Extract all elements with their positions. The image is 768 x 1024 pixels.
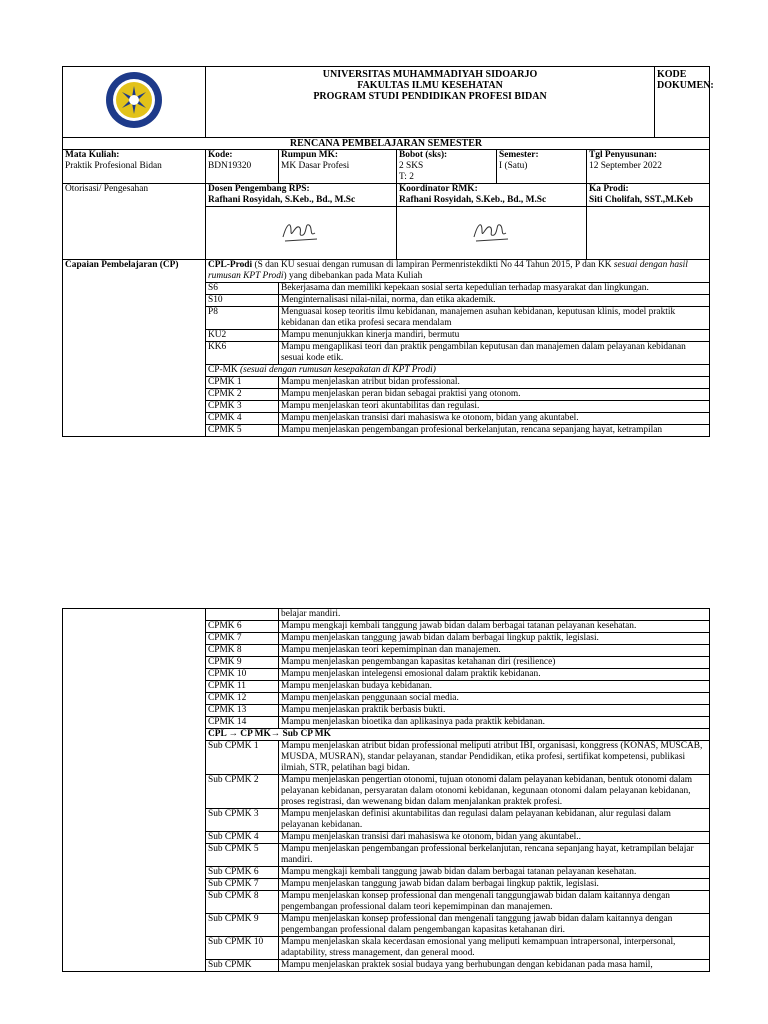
cpl-code: S6 — [206, 283, 279, 295]
cpmk-code: CPMK 13 — [206, 705, 279, 717]
bobot-cell — [397, 150, 497, 184]
sub-cpmk-text: Mampu mengkaji kembali tanggung jawab bidan dalam berbagai tatanan pelayanan kesehatan. — [279, 867, 710, 879]
coordinator-name: Rafhani Rosyidah, S.Keb., Bd., M.Sc — [399, 195, 547, 205]
sub-cpmk-code: Sub CPMK 9 — [206, 914, 279, 937]
code-value: BDN19320 — [208, 161, 252, 171]
sub-cpmk-code: Sub CPMK 4 — [206, 832, 279, 844]
authorization-label: Otorisasi/ Pengesahan — [63, 184, 206, 260]
sub-cpmk-code: Sub CPMK 8 — [206, 891, 279, 914]
cpmk-code: CPMK 7 — [206, 633, 279, 645]
cpmk-text: Mampu menjelaskan intelegensi emosional dalam praktik kebidanan. — [279, 669, 710, 681]
cpl-text: Menguasai kosep teoritis ilmu kebidanan, manajemen asuhan kebidanan, keputusan klinis, model praktik kebidanan dan etika profesi secara mendalam — [279, 307, 710, 330]
cpmk-text: Mampu menjelaskan tanggung jawab bidan dalam berbagai lingkup paktik, legislasi. — [279, 633, 710, 645]
cpmk-code: CPMK 3 — [206, 401, 279, 413]
program-name: PROGRAM STUDI PENDIDIKAN PROFESI BIDAN — [313, 91, 547, 102]
sub-cpmk-text: Mampu menjelaskan tanggung jawab bidan dalam berbagai lingkup paktik, legislasi. — [279, 879, 710, 891]
sub-cpmk-code: Sub CPMK — [206, 960, 279, 972]
developer-signature — [206, 207, 397, 260]
cpmk-text: Mampu menjelaskan teori kepemimpinan dan manajemen. — [279, 645, 710, 657]
cpl-code: KU2 — [206, 330, 279, 342]
cp-label: Capaian Pembelajaran (CP) — [63, 260, 206, 437]
date-value: 12 September 2022 — [589, 161, 662, 171]
document-title: RENCANA PEMBELAJARAN SEMESTER — [63, 138, 710, 150]
cpmk-code: CPMK 8 — [206, 645, 279, 657]
doc-code-label: KODE DOKUMEN: — [655, 67, 710, 138]
cpmk-text: Mampu menjelaskan pengembangan profesional berkelanjutan, rencana sepanjang hayat, ketrampilan — [279, 425, 710, 437]
cpmk-text: Mampu menjelaskan peran bidan sebagai praktisi yang otonom. — [279, 389, 710, 401]
cpmk-heading-text: CP-MK — [208, 365, 238, 375]
head-of-program-cell — [587, 184, 710, 207]
cpmk-code: CPMK 11 — [206, 681, 279, 693]
head-of-program-label: Ka Prodi: — [589, 184, 629, 194]
cpmk-text: Mampu menjelaskan budaya kebidanan. — [279, 681, 710, 693]
cpl-code: S10 — [206, 295, 279, 307]
cpmk-code: CPMK 1 — [206, 377, 279, 389]
date-cell — [587, 150, 710, 184]
cpl-text: Menginternalisasi nilai-nilai, norma, dan etika akademik. — [279, 295, 710, 307]
coordinator-label: Koordinator RMK: — [399, 184, 478, 194]
coordinator-cell — [397, 184, 587, 207]
developer-label: Dosen Pengembang RPS: — [208, 184, 310, 194]
sub-cpmk-code: Sub CPMK 2 — [206, 775, 279, 809]
cpmk-code: CPMK 2 — [206, 389, 279, 401]
semester-value: I (Satu) — [499, 161, 528, 171]
cpl-text: Mampu menunjukkan kinerja mandiri, bermutu — [279, 330, 710, 342]
sub-cpmk-code: Sub CPMK 5 — [206, 844, 279, 867]
cpmk-text: Mampu menjelaskan bioetika dan aplikasinya pada praktik kebidanan. — [279, 717, 710, 729]
semester-label: Semester: — [499, 150, 539, 160]
cpmk-text: belajar mandiri. — [279, 609, 710, 621]
cp-label-continued — [63, 609, 206, 972]
bobot-value: 2 SKS — [399, 161, 424, 171]
cpmk-text: Mampu menjelaskan pengembangan kapasitas ketahanan diri (resilience) — [279, 657, 710, 669]
cpmk-text: Mampu mengkaji kembali tanggung jawab bidan dalam berbagai tatanan pelayanan kesehatan. — [279, 621, 710, 633]
sub-cpmk-code: Sub CPMK 1 — [206, 741, 279, 775]
cpmk-text: Mampu menjelaskan atribut bidan professional. — [279, 377, 710, 389]
rps-table-page-1 — [62, 66, 714, 437]
cpl-code: KK6 — [206, 342, 279, 365]
institution-header — [206, 67, 655, 138]
cpl-text: Bekerjasama dan memiliki kepekaan sosial serta kepedulian terhadap masyarakat dan lingkungan. — [279, 283, 710, 295]
sub-cpmk-text: Mampu menjelaskan skala kecerdasan emosional yang meliputi kemampuan intrapersonal, interpersonal, adaptability, stress management, dan general mood. — [279, 937, 710, 960]
cpl-heading-italic: sesuai dengan hasil rumusan KPT Prodi — [208, 260, 688, 281]
rumpun-value: MK Dasar Profesi — [281, 161, 350, 171]
cpmk-code: CPMK 5 — [206, 425, 279, 437]
rumpun-label: Rumpun MK: — [281, 150, 339, 160]
sub-cpmk-code: Sub CPMK 10 — [206, 937, 279, 960]
sub-cpmk-code: Sub CPMK 6 — [206, 867, 279, 879]
developer-name: Rafhani Rosyidah, S.Keb., Bd., M.Sc — [208, 195, 356, 205]
faculty-name: FAKULTAS ILMU KESEHATAN — [357, 80, 503, 91]
date-label: Tgl Penyusunan: — [589, 150, 657, 160]
cpmk-code: CPMK 14 — [206, 717, 279, 729]
cpmk-code: CPMK 12 — [206, 693, 279, 705]
sub-cpmk-code: Sub CPMK 3 — [206, 809, 279, 832]
course-label: Mata Kuliah: — [65, 150, 120, 160]
cpmk-text: Mampu menjelaskan teori akuntabilitas dan regulasi. — [279, 401, 710, 413]
cpmk-text: Mampu menjelaskan penggunaan social media. — [279, 693, 710, 705]
cpmk-heading-italic: (sesuai dengan rumusan kesepakatan di KPT Prodi) — [240, 365, 436, 375]
cpmk-code: CPMK 10 — [206, 669, 279, 681]
sub-cpmk-text: Mampu menjelaskan atribut bidan professional meliputi atribut IBI, organisasi, konggress (KONAS, MUSCAB, MUSDA, MUSRAN), standar pelayanan, standar Pendidikan, etika profesi, sertifikat kompetensi, publikasi ilmiah, STR, pelatihan bagi bidan. — [279, 741, 710, 775]
code-label: Kode: — [208, 150, 233, 160]
signature-icon — [279, 217, 323, 245]
course-name-cell — [63, 150, 206, 184]
coordinator-signature — [397, 207, 587, 260]
signature-icon — [470, 217, 514, 245]
cpmk-text: Mampu menjelaskan praktik berbasis bukti. — [279, 705, 710, 717]
cpmk-code — [206, 609, 279, 621]
developer-cell — [206, 184, 397, 207]
cpmk-heading — [206, 365, 710, 377]
sub-cpmk-text: Mampu menjelaskan praktek sosial budaya yang berhubungan dengan kebidanan pada masa hamil, — [279, 960, 710, 972]
logo-cell — [63, 67, 206, 138]
sub-cpmk-text: Mampu menjelaskan transisi dari mahasiswa ke otonom, bidan yang akuntabel.. — [279, 832, 710, 844]
head-of-program-signature — [587, 207, 710, 260]
course-value: Praktik Profesional Bidan — [65, 161, 162, 171]
rps-table-page-2 — [62, 608, 710, 972]
cpmk-text: Mampu menjelaskan transisi dari mahasiswa ke otonom, bidan yang akuntabel. — [279, 413, 710, 425]
sub-cpmk-text: Mampu menjelaskan pengertian otonomi, tujuan otonomi dalam pelayanan kebidanan, bentuk otonomi dalam pelayanan kebidanan, persyaratan dalam otonomi kebidanan, kegunaan otonomi dalam pelayanan kebidanan, proses registrasi, dan wewenang bidan dalam menjalankan praktek profesi. — [279, 775, 710, 809]
university-logo — [104, 70, 164, 130]
cpl-heading-bold: CPL-Prodi — [208, 260, 253, 270]
rumpun-cell — [279, 150, 397, 184]
bobot-label: Bobot (sks): — [399, 150, 448, 160]
sub-cpmk-heading: CPL → CP MK→ Sub CP MK — [206, 729, 710, 741]
cpl-text: Mampu mengaplikasi teori dan praktik pengambilan keputusan dan manajemen dalam pelayanan kebidanan sesuai kode etik. — [279, 342, 710, 365]
cpl-code: P8 — [206, 307, 279, 330]
sub-cpmk-text: Mampu menjelaskan pengembangan professional berkelanjutan, rencana sepanjang hayat, ketrampilan belajar mandiri. — [279, 844, 710, 867]
course-code-cell — [206, 150, 279, 184]
cpl-heading-tail: ) yang dibebankan pada Mata Kuliah — [283, 271, 423, 281]
head-of-program-name: Siti Cholifah, SST.,M.Keb — [589, 195, 694, 205]
cpmk-code: CPMK 4 — [206, 413, 279, 425]
bobot-t: T: 2 — [399, 172, 414, 182]
sub-cpmk-code: Sub CPMK 7 — [206, 879, 279, 891]
cpmk-code: CPMK 9 — [206, 657, 279, 669]
semester-cell — [497, 150, 587, 184]
sub-cpmk-text: Mampu menjelaskan konsep professional dan mengenali tanggungjawab bidan dalam kaitannya dengan pengembangan professional dalam teori kepemimpinan dan manajemen. — [279, 891, 710, 914]
cpl-heading — [206, 260, 710, 283]
sub-cpmk-text: Mampu menjelaskan definisi akuntabilitas dan regulasi dalam pelayanan kebidanan, alur regulasi dalam pelayanan kebidanan. — [279, 809, 710, 832]
cpmk-code: CPMK 6 — [206, 621, 279, 633]
university-name: UNIVERSITAS MUHAMMADIYAH SIDOARJO — [322, 69, 538, 80]
sub-cpmk-text: Mampu menjelaskan konsep professional dan mengenali tanggung jawab bidan dalam kaitannya dengan pengembangan professional dalam pengembangan kapasitas ketahanan diri. — [279, 914, 710, 937]
cpl-heading-text: (S dan KU sesuai dengan rumusan di lampiran Permenristekdikti No 44 Tahun 2015, P dan KK — [252, 260, 614, 270]
